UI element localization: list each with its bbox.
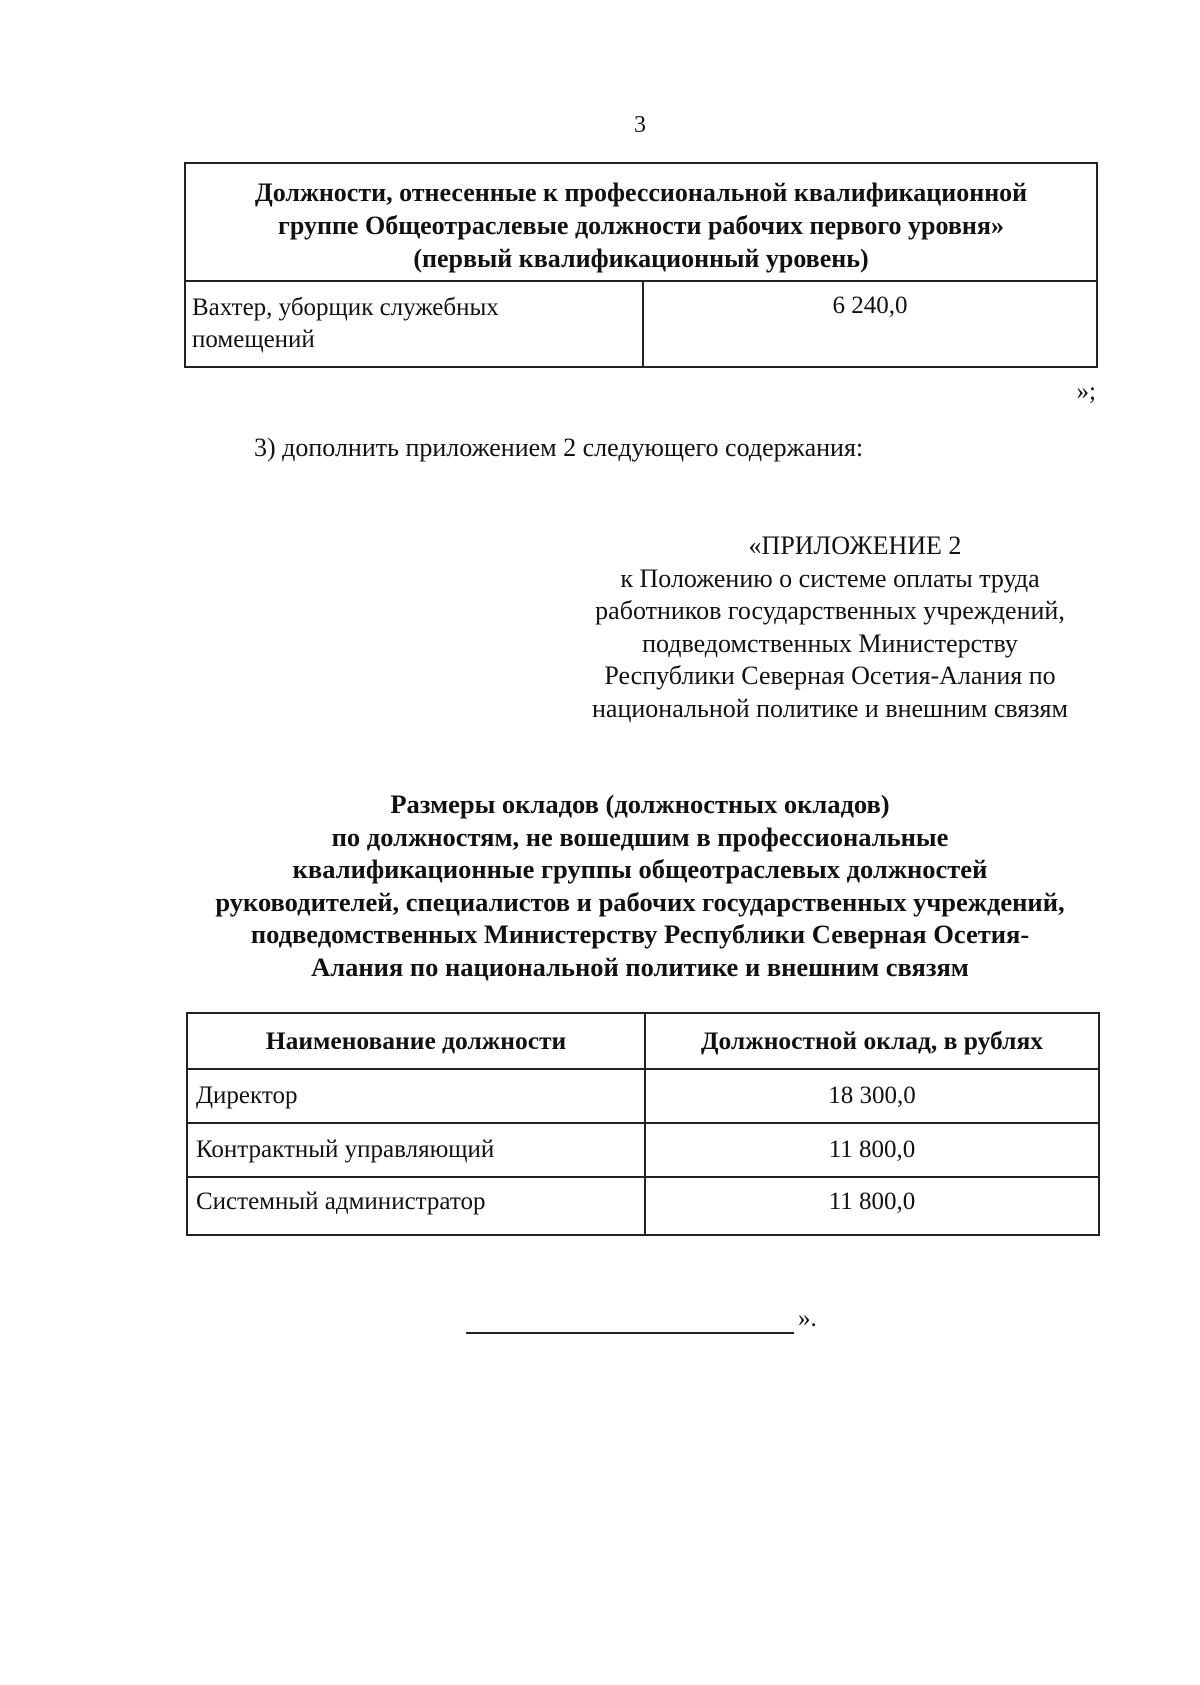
table-row bbox=[187, 1177, 1099, 1235]
qualification-group-table-header bbox=[186, 164, 1096, 282]
table-header-line: группе Общеотраслевые должности рабочих первого уровня» bbox=[278, 211, 1004, 240]
amendment-item: 3) дополнить приложением 2 следующего содержания: bbox=[254, 433, 864, 462]
table-row bbox=[187, 1123, 1099, 1177]
appendix-line: подведомственных Министерству bbox=[642, 628, 1018, 658]
position-cell: Контрактный управляющий bbox=[187, 1123, 645, 1177]
title-line: подведомственных Министерству Республики Северная Осетия- bbox=[250, 919, 1030, 949]
salary-cell: 6 240,0 bbox=[832, 292, 908, 319]
table-header-line: Должности, отнесенные к профессиональной квалификационной bbox=[254, 178, 1028, 207]
table-row bbox=[187, 1069, 1099, 1123]
title-line: Алания по национальной политике и внешним связям bbox=[311, 951, 969, 982]
appendix-title: «ПРИЛОЖЕНИЕ 2 bbox=[748, 531, 962, 560]
position-cell: Директор bbox=[187, 1069, 645, 1123]
salary-cell: 18 300,0 bbox=[645, 1069, 1099, 1123]
salary-table bbox=[186, 1012, 1100, 1236]
title-line: квалификационные группы общеотраслевых должностей bbox=[292, 854, 988, 884]
column-header-salary: Должностной оклад, в рублях bbox=[645, 1013, 1099, 1069]
title-line: Размеры окладов (должностных окладов) bbox=[390, 789, 890, 819]
table-header-line: (первый квалификационный уровень) bbox=[413, 244, 869, 273]
position-cell: Системный администратор bbox=[187, 1177, 645, 1235]
position-line: Вахтер, уборщик служебных bbox=[192, 294, 499, 321]
appendix-line: Республики Северная Осетия-Алания по bbox=[604, 661, 1056, 690]
position-line: помещений bbox=[192, 326, 315, 353]
column-header-position: Наименование должности bbox=[187, 1013, 645, 1069]
salary-cell: 11 800,0 bbox=[645, 1177, 1099, 1235]
closing-quote-final: ». bbox=[798, 1305, 817, 1332]
closing-rule bbox=[466, 1306, 794, 1334]
position-cell bbox=[192, 292, 622, 356]
appendix-header bbox=[560, 530, 1100, 725]
document-title bbox=[150, 788, 1130, 983]
appendix-line: национальной политике и внешним связям bbox=[592, 693, 1068, 723]
table-header-row bbox=[187, 1013, 1099, 1069]
title-line: руководителей, специалистов и рабочих государственных учреждений, bbox=[215, 886, 1065, 917]
appendix-line: к Положению о системе оплаты труда bbox=[620, 563, 1040, 593]
table-row bbox=[186, 282, 1096, 366]
closing-quote: »; bbox=[1076, 378, 1096, 405]
qualification-group-table bbox=[184, 162, 1098, 368]
salary-cell: 11 800,0 bbox=[645, 1123, 1099, 1177]
title-line: по должностям, не вошедшим в профессиональные bbox=[331, 821, 949, 852]
page-number: 3 bbox=[634, 112, 646, 138]
appendix-line: работников государственных учреждений, bbox=[595, 596, 1065, 625]
